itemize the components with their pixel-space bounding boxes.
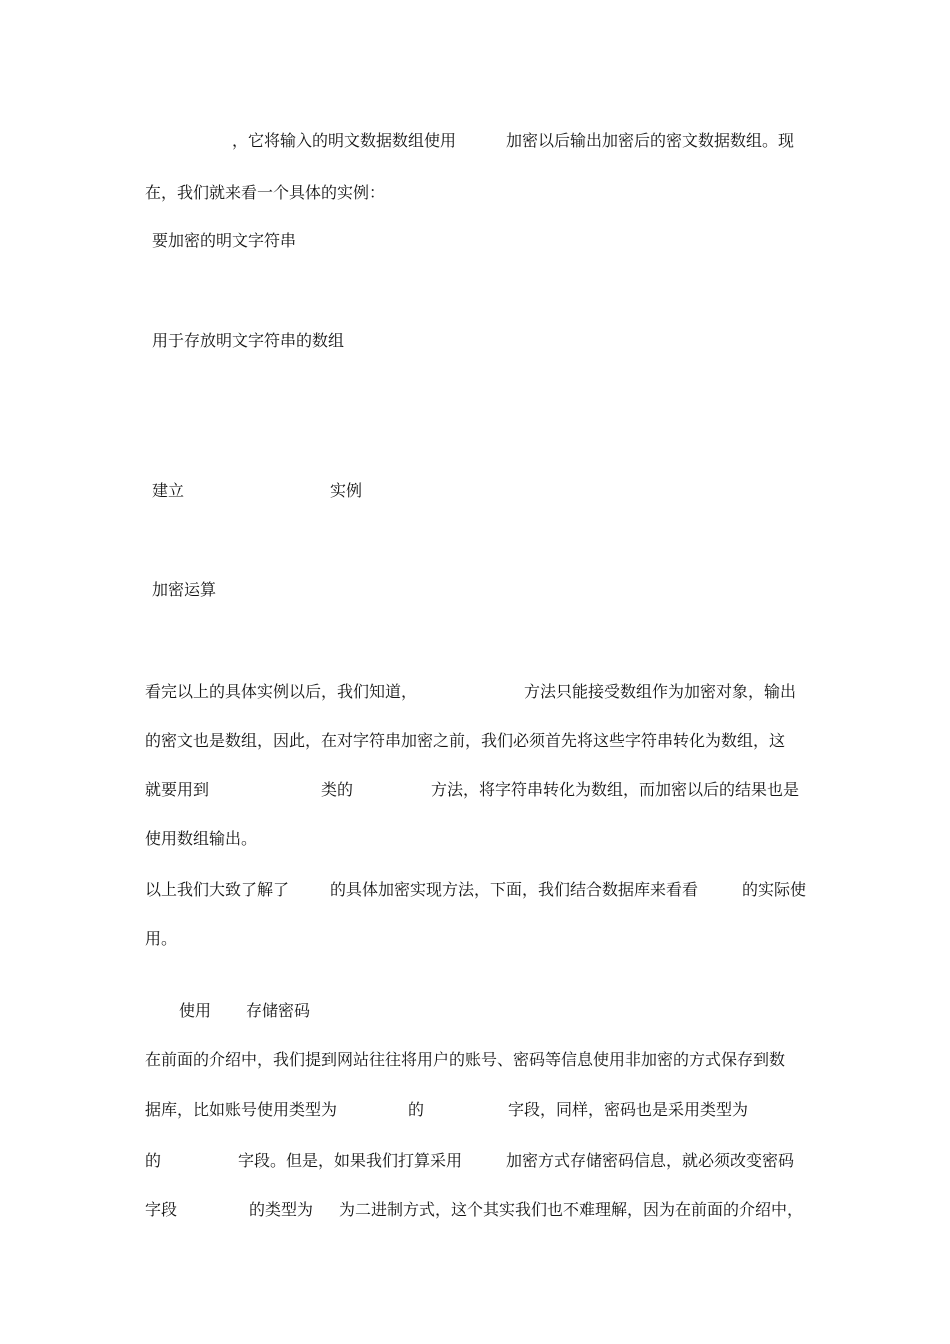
section-heading-part1: 使用 xyxy=(179,1001,212,1020)
storage-line4-part1: 字段 xyxy=(145,1200,178,1219)
storage-line4-part2: 的类型为 xyxy=(249,1200,314,1219)
intro-line1-part1: ，它将输入的明文数据数组使用 xyxy=(232,131,457,150)
comment-create-instance-part2: 实例 xyxy=(330,481,363,500)
summary-line1-part1: 以上我们大致了解了 xyxy=(145,880,290,899)
comment-plaintext-array: 用于存放明文字符串的数组 xyxy=(152,331,345,350)
summary-line1-part3: 的实际使 xyxy=(742,880,807,899)
storage-line3-part1: 的 xyxy=(145,1151,162,1170)
storage-line1: 在前面的介绍中，我们提到网站往往将用户的账号、密码等信息使用非加密的方式保存到数 xyxy=(145,1050,786,1069)
storage-line2-part2: 的 xyxy=(408,1100,425,1119)
storage-line3-part3: 加密方式存储密码信息，就必须改变密码 xyxy=(506,1151,795,1170)
section-heading-part2: 存储密码 xyxy=(246,1001,311,1020)
comment-create-instance-part1: 建立 xyxy=(152,481,185,500)
intro-line1-part2: 加密以后输出加密后的密文数据数组。现 xyxy=(506,131,795,150)
storage-line4-part3: 为二进制方式，这个其实我们也不难理解，因为在前面的介绍中， xyxy=(339,1200,804,1219)
storage-line2-part3: 字段，同样，密码也是采用类型为 xyxy=(508,1100,749,1119)
storage-line3-part2: 字段。但是，如果我们打算采用 xyxy=(238,1151,463,1170)
explain-line3-part2: 类的 xyxy=(321,780,354,799)
explain-line3-part1: 就要用到 xyxy=(145,780,210,799)
explain-line2: 的密文也是数组，因此，在对字符串加密之前，我们必须首先将这些字符串转化为数组，这 xyxy=(145,731,786,750)
explain-line1-part1: 看完以上的具体实例以后，我们知道， xyxy=(145,682,418,701)
intro-line2: 在，我们就来看一个具体的实例： xyxy=(145,183,386,202)
explain-line3-part3: 方法，将字符串转化为数组，而加密以后的结果也是 xyxy=(431,780,800,799)
comment-encrypt-op: 加密运算 xyxy=(152,580,217,599)
comment-plaintext-string: 要加密的明文字符串 xyxy=(152,231,297,250)
explain-line1-part2: 方法只能接受数组作为加密对象，输出 xyxy=(524,682,797,701)
explain-line4: 使用数组输出。 xyxy=(145,829,258,848)
summary-line2: 用。 xyxy=(145,929,178,948)
storage-line2-part1: 据库，比如账号使用类型为 xyxy=(145,1100,338,1119)
summary-line1-part2: 的具体加密实现方法，下面，我们结合数据库来看看 xyxy=(330,880,699,899)
